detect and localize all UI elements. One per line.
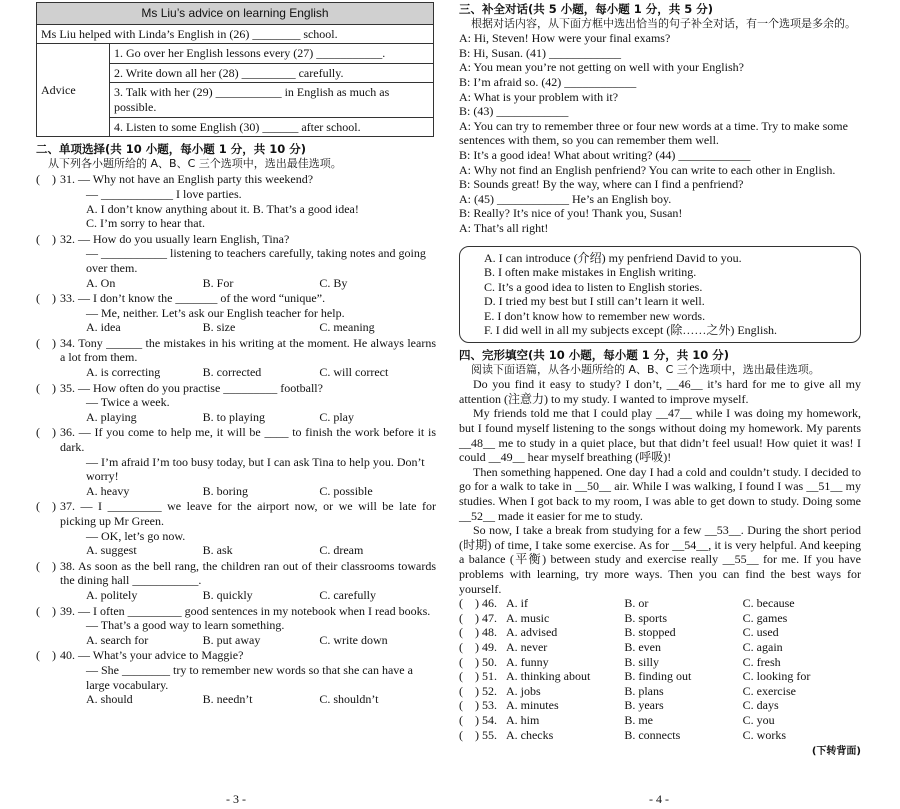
answer-bracket: ( ) <box>36 648 59 663</box>
section-instructions: 根据对话内容，从下面方框中选出恰当的句子补全对话，有一个选项是多余的。 <box>471 16 856 30</box>
option-a: A. jobs <box>505 683 541 698</box>
cloze-number: ( ) 46. <box>459 596 497 611</box>
question-line: — Twice a week. <box>86 395 170 410</box>
option: B. put away <box>202 632 261 647</box>
question-line: C. I’m sorry to hear that. <box>86 216 205 231</box>
advice-label: Advice <box>37 44 110 137</box>
answer-bracket: ( ) <box>36 380 59 395</box>
dialogue-line: B: I’m afraid so. (42) ____________ <box>459 74 637 89</box>
dialogue-line: A: What is your problem with it? <box>459 89 619 104</box>
question-list <box>36 172 436 706</box>
option-c: C. because <box>742 596 795 611</box>
option-b: B. connects <box>624 727 681 742</box>
option-row <box>36 588 436 603</box>
dialogue-line: A: Hi, Steven! How were your final exams? <box>459 31 671 46</box>
page-number-left: - 3 - <box>226 792 246 806</box>
option-c: C. you <box>742 712 775 727</box>
dialogue-line: A: Why not find an English penfriend? You can write to each other in English. <box>459 162 836 177</box>
cloze-option-row <box>459 713 861 728</box>
question-body <box>60 381 436 396</box>
section-dialogue <box>459 2 861 343</box>
question-line: — That’s a good way to learn something. <box>86 618 285 633</box>
option-c: C. games <box>742 610 788 625</box>
cloze-paragraph: My friends told me that I could play __47__ while I was doing my homework, but I found myself listening to the songs without doing my homework. My parents __48__ me to study in a quiet place, but that didn’t feel usual! How quiet it was! I could __49__ hear myself breathing (呼吸)! <box>459 406 861 465</box>
question-text: 33. — I don’t know the _______ of the word “unique”. <box>60 291 326 306</box>
option-a: A. advised <box>505 625 558 640</box>
cloze-option-row <box>459 698 861 713</box>
question-body <box>60 336 436 365</box>
cloze-option-row <box>459 640 861 655</box>
options-box <box>459 246 861 344</box>
dialogue-line: A: You mean you’re not getting on well with your English? <box>459 60 744 75</box>
advice-item: 2. Write down all her (28) _________ carefully. <box>110 63 434 83</box>
question-line: — ___________ listening to teachers carefully, taking notes and going over them. <box>86 246 426 275</box>
question-line: — She ________ try to remember new words so that she can have a large vocabulary. <box>86 662 413 692</box>
cloze-option-row <box>459 655 861 670</box>
option-b: B. sports <box>624 610 667 625</box>
option: A. should <box>86 692 133 707</box>
option-c: C. used <box>742 625 779 640</box>
turn-over-note: (下转背面) <box>811 746 861 758</box>
box-option: E. I don’t know how to remember new words. <box>484 308 706 323</box>
option: B. corrected <box>202 365 262 380</box>
option-b: B. years <box>624 698 664 713</box>
dialogue-line: A: (45) ____________ He’s an English boy. <box>459 191 672 206</box>
cloze-number: ( ) 51. <box>459 669 497 684</box>
cloze-option-row <box>459 728 861 743</box>
cloze-option-row <box>459 596 861 611</box>
option-b: B. me <box>624 712 653 727</box>
question-line: — Me, neither. Let’s ask our English teacher for help. <box>86 305 345 320</box>
question-item <box>36 232 436 247</box>
cloze-paragraph: So now, I take a break from studying for a few __53__. During the short period (时期) of time, I take some exercise. As for __54__, it is very helpful. And keeping a balance (平衡) between study and exercise really __55__ for me. If you have problems with learning, try more ways. Then you can find the best ways for yourself. <box>459 523 861 596</box>
question-item <box>36 559 436 588</box>
option-row <box>36 320 436 335</box>
advice-table <box>36 2 434 137</box>
question-text: 34. Tony ______ the mistakes in his writing at the moment. He always learns a lot from them. <box>60 335 436 365</box>
cloze-number: ( ) 54. <box>459 712 497 727</box>
cloze-paragraph: Do you find it easy to study? I don’t, __46__ it’s hard for me to give all my attention (注意力) to my study. I wanted to improve myself. <box>459 377 861 406</box>
option-b: B. even <box>624 639 661 654</box>
option-c: C. days <box>742 698 779 713</box>
question-item <box>36 425 436 454</box>
left-column <box>36 2 436 806</box>
dialogue-line: B: It’s a good idea! What about writing? (44) ____________ <box>459 147 751 162</box>
box-option: B. I often make mistakes in English writing. <box>484 265 697 280</box>
option-row <box>36 484 436 499</box>
section-cloze <box>459 348 861 760</box>
cloze-passage <box>459 377 861 596</box>
answer-bracket: ( ) <box>36 499 59 514</box>
answer-bracket: ( ) <box>36 558 59 573</box>
advice-item: 1. Go over her English lessons every (27) ___________. <box>110 44 434 64</box>
advice-item: 3. Talk with her (29) ___________ in English as much as possible. <box>110 83 434 117</box>
option-b: B. finding out <box>624 669 692 684</box>
option: C. write down <box>319 632 388 647</box>
option: A. heavy <box>86 483 130 498</box>
right-column <box>459 2 861 806</box>
box-option: A. I can introduce (介绍) my penfriend David to you. <box>484 250 742 265</box>
option: B. quickly <box>202 587 253 602</box>
box-option: C. It’s a good idea to listen to English stories. <box>484 279 703 294</box>
dialogue-line: A: You can try to remember three or four new words at a time. Try to make some sentences with them, so you can remember them well. <box>459 118 848 148</box>
option: C. meaning <box>319 320 375 335</box>
dialogue-line: B: Sounds great! By the way, where can I find a penfriend? <box>459 177 744 192</box>
option: C. possible <box>319 483 373 498</box>
cloze-number: ( ) 50. <box>459 654 497 669</box>
question-text: 35. — How often do you practise _________ football? <box>60 380 323 395</box>
option-row <box>36 410 436 425</box>
answer-bracket: ( ) <box>36 425 59 440</box>
section-title: 四、完形填空(共 10 小题，每小题 1 分，共 10 分) <box>459 348 730 363</box>
option: C. carefully <box>319 587 376 602</box>
question-body <box>60 604 436 619</box>
box-option: F. I did well in all my subjects except (除……之外) English. <box>484 323 777 338</box>
option: B. needn’t <box>202 692 253 707</box>
cloze-options <box>459 596 861 742</box>
section-title: 二、单项选择(共 10 小题，每小题 1 分，共 10 分) <box>36 142 307 157</box>
question-body <box>60 425 436 454</box>
answer-bracket: ( ) <box>36 231 59 246</box>
option-row <box>36 365 436 380</box>
cloze-option-row <box>459 669 861 684</box>
option-row <box>36 276 436 291</box>
question-text: 39. — I often _________ good sentences in my notebook when I read books. <box>60 603 431 618</box>
option-c: C. exercise <box>742 683 796 698</box>
option: C. shouldn’t <box>319 692 379 707</box>
question-item <box>36 381 436 396</box>
question-line: A. I don’t know anything about it. B. That’s a good idea! <box>86 201 359 216</box>
option: A. is correcting <box>86 365 161 380</box>
option: C. By <box>319 275 348 290</box>
option-b: B. or <box>624 596 649 611</box>
option: A. politely <box>86 587 138 602</box>
option-b: B. plans <box>624 683 664 698</box>
option: B. boring <box>202 483 249 498</box>
question-item <box>36 604 436 619</box>
cloze-number: ( ) 47. <box>459 610 497 625</box>
option: A. suggest <box>86 543 137 558</box>
option-a: A. him <box>505 712 540 727</box>
table-row-helped: Ms Liu helped with Linda’s English in (26) ________ school. <box>37 24 434 44</box>
question-text: 40. — What’s your advice to Maggie? <box>60 648 244 663</box>
answer-bracket: ( ) <box>36 603 59 618</box>
option-row <box>36 692 436 707</box>
question-item <box>36 648 436 663</box>
question-item <box>36 499 436 528</box>
option-a: A. never <box>505 639 548 654</box>
advice-item: 4. Listen to some English (30) ______ after school. <box>110 117 434 137</box>
option: C. will correct <box>319 365 389 380</box>
dialogue <box>459 31 861 235</box>
section-instructions: 阅读下面语篇，从各小题所给的 A、B、C 三个选项中，选出最佳选项。 <box>471 362 820 376</box>
cloze-number: ( ) 55. <box>459 727 497 742</box>
dialogue-line: B: Really? It’s nice of you! Thank you, Susan! <box>459 206 683 221</box>
dialogue-line: A: That’s all right! <box>459 220 549 235</box>
question-text: 37. — I _________ we leave for the airport now, or we will be late for picking up Mr Green. <box>60 499 436 528</box>
cloze-paragraph: Then something happened. One day I had a cold and couldn’t study. I decided to go for a walk to take in __50__ air. While I was walking, I found I was __51__ my studies. When I got back to my room, I was able to get down to study. Doing some __52__ made it easier for me to study. <box>459 464 861 523</box>
option-b: B. silly <box>624 654 659 669</box>
box-option: D. I tried my best but I still can’t learn it well. <box>484 294 705 309</box>
option-c: C. fresh <box>742 654 781 669</box>
option-a: A. if <box>505 596 528 611</box>
question-body <box>60 232 436 247</box>
option-row <box>36 543 436 558</box>
question-body <box>60 499 436 528</box>
cloze-number: ( ) 52. <box>459 683 497 698</box>
question-body <box>60 559 436 588</box>
answer-bracket: ( ) <box>36 291 59 306</box>
option: B. For <box>202 275 234 290</box>
cloze-option-row <box>459 611 861 626</box>
option-c: C. looking for <box>742 669 811 684</box>
question-body <box>60 172 436 187</box>
cloze-option-row <box>459 625 861 640</box>
question-line: — OK, let’s go now. <box>86 528 186 543</box>
section-title: 三、补全对话(共 5 小题，每小题 1 分，共 5 分) <box>459 2 714 16</box>
question-item <box>36 172 436 187</box>
question-body <box>60 648 436 663</box>
question-text: 38. As soon as the bell rang, the children ran out of their classrooms towards the dining hall ___________. <box>60 558 436 588</box>
question-item <box>36 336 436 365</box>
option-row <box>36 633 436 648</box>
cloze-number: ( ) 49. <box>459 639 497 654</box>
dialogue-line: B: Hi, Susan. (41) ____________ <box>459 45 621 60</box>
dialogue-line: B: (43) ____________ <box>459 104 569 119</box>
answer-bracket: ( ) <box>36 172 59 187</box>
cloze-number: ( ) 48. <box>459 625 497 640</box>
option-a: A. thinking about <box>505 669 591 684</box>
question-line: — I’m afraid I’m too busy today, but I can ask Tina to help you. Don’t worry! <box>86 454 425 484</box>
cloze-option-row <box>459 684 861 699</box>
question-text: 32. — How do you usually learn English, Tina? <box>60 231 290 246</box>
page-number-right: - 4 - <box>649 792 669 806</box>
option: A. idea <box>86 320 121 335</box>
answer-bracket: ( ) <box>36 335 59 350</box>
option: B. size <box>202 320 236 335</box>
cloze-number: ( ) 53. <box>459 698 497 713</box>
table-title: Ms Liu’s advice on learning English <box>37 3 434 25</box>
option: B. to playing <box>202 409 266 424</box>
option-c: C. works <box>742 727 786 742</box>
question-line: — ____________ I love parties. <box>86 186 242 201</box>
option: A. playing <box>86 409 137 424</box>
question-body <box>60 291 436 306</box>
option-c: C. again <box>742 639 783 654</box>
question-item <box>36 291 436 306</box>
option-b: B. stopped <box>624 625 676 640</box>
option-a: A. funny <box>505 654 549 669</box>
option-a: A. checks <box>505 727 554 742</box>
section-single-choice <box>36 142 436 707</box>
question-text: 31. — Why not have an English party this weekend? <box>60 172 314 187</box>
option: A. search for <box>86 632 149 647</box>
option-a: A. minutes <box>505 698 559 713</box>
section-instructions: 从下列各小题所给的 A、B、C 三个选项中，选出最佳选项。 <box>48 156 342 170</box>
option: A. On <box>86 275 116 290</box>
question-text: 36. — If you come to help me, it will be ____ to finish the work before it is dark. <box>60 425 436 455</box>
option-a: A. music <box>505 610 550 625</box>
option: B. ask <box>202 543 233 558</box>
option: C. play <box>319 409 355 424</box>
option: C. dream <box>319 543 364 558</box>
